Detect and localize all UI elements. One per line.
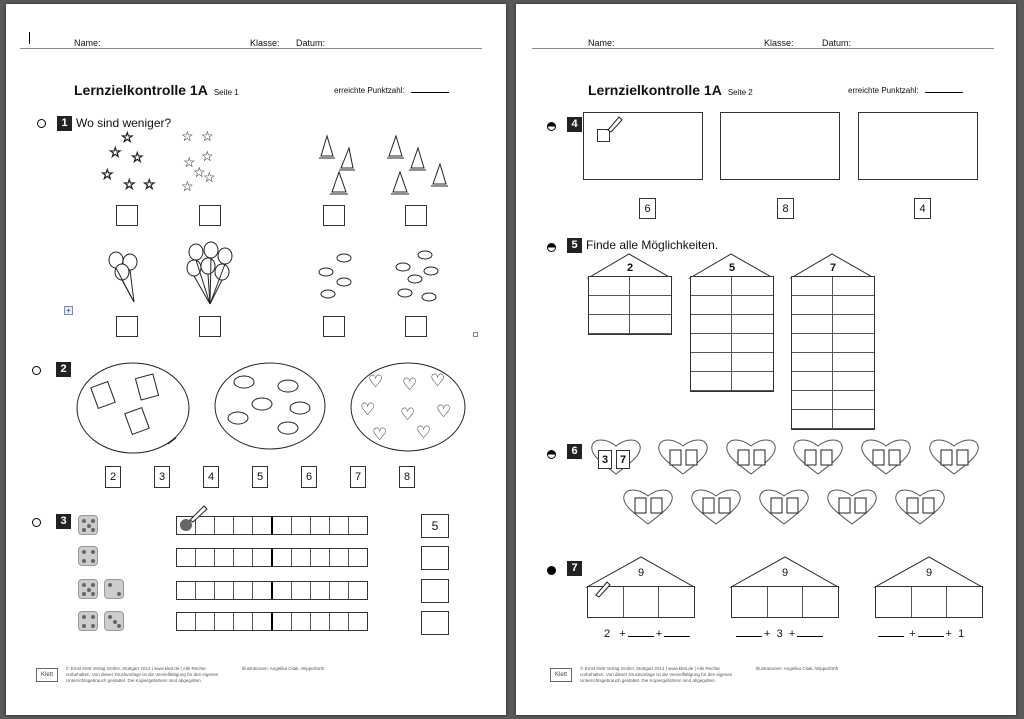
footer-copyright: © Ernst Klett Verlag GmbH, Stuttgart 2013 | www.klett.de | Alle Rechte vorbehalten. Von dieser Druckvorlage ist die Vervielfältigung für den eigenen Unterrichtsgebrauch gestattet. Die Kopiergebühren sind abgegolten. [580,666,733,683]
house-number: 5 [728,262,736,274]
worksheet-page-1 [6,4,506,715]
svg-text:☆: ☆ [181,128,194,144]
dice-three-icon [104,611,124,631]
task-1-answer-box[interactable] [323,316,345,337]
equation-3: + + 1 [876,628,964,640]
svg-text:☆: ☆ [181,178,194,194]
roof-number: 9 [637,567,645,579]
stars-group-small [101,127,161,197]
task-3-answer-box[interactable]: 5 [421,514,449,538]
pencil-icon [606,114,624,132]
fish-circle [214,362,326,450]
balloons-group-small [106,250,146,305]
name-label: Name: [588,38,615,48]
task-1-answer-box[interactable] [116,205,138,226]
svg-text:☆: ☆ [101,166,114,182]
house-number: 2 [626,262,634,274]
klett-logo: Klett [550,668,572,682]
svg-text:☆: ☆ [201,148,214,164]
svg-text:☆: ☆ [131,149,144,165]
svg-text:♡: ♡ [430,371,446,390]
task-3-answer-box[interactable] [421,611,449,635]
task-1-level-circle [37,119,46,128]
footer-copyright: © Ernst Klett Verlag GmbH, Stuttgart 2013 | www.klett.de | Alle Rechte vorbehalten. Von dieser Druckvorlage ist die Vervielfältigung für den eigenen Unterrichtsgebrauch gestattet. Die Kopiergebühren sind abgegolten. [66,666,219,683]
sailboats-group-large [386,134,451,199]
stars-group-large [181,127,241,197]
books-circle [76,362,194,454]
header-rule [20,48,482,49]
dice-four-icon [78,546,98,566]
name-label: Name: [74,38,101,48]
svg-text:♡: ♡ [402,375,418,394]
page-title: Lernzielkontrolle 1A Seite 2 [588,82,753,98]
dice-four-icon [78,611,98,631]
svg-text:♡: ♡ [372,425,388,444]
task-1-answer-box[interactable] [199,316,221,337]
task-2-number-box[interactable]: 2 [105,466,121,488]
heart-number-box: 7 [616,450,630,469]
svg-text:♡: ♡ [416,423,432,442]
hearts-circle [350,362,466,452]
task-5-level-circle [547,243,556,252]
task-1-answer-box[interactable] [116,316,138,337]
house-number: 7 [829,262,837,274]
task-2-number-box[interactable]: 5 [252,466,268,488]
task-2-number-box[interactable]: 8 [399,466,415,488]
birds-group-small [316,250,356,305]
task-4-draw-area[interactable] [858,112,978,180]
task-3-answer-box[interactable] [421,579,449,603]
task-5-number: 5 [567,238,582,253]
equation-2: + 3 + [734,628,825,640]
task-1-answer-box[interactable] [405,316,427,337]
task-2-number: 2 [56,362,71,377]
task-4-value-box: 8 [777,198,794,219]
page-title: Lernzielkontrolle 1A Seite 1 [74,82,239,98]
worksheet-page-2 [516,4,1016,715]
task-3-level-circle [32,518,41,527]
points-field: erreichte Punktzahl: [334,86,449,95]
task-1-question: Wo sind weniger? [76,116,172,130]
task-4-value-box: 4 [914,198,931,219]
equation-1: 2 + + [604,628,692,640]
task-2-number-box[interactable]: 6 [301,466,317,488]
text-cursor [29,32,30,44]
svg-text:☆: ☆ [123,176,136,192]
house-cells[interactable] [875,586,983,618]
svg-text:☆: ☆ [109,144,122,160]
task-7-number: 7 [567,561,582,576]
svg-text:☆: ☆ [121,129,134,145]
number-house-grid[interactable] [791,276,875,430]
pencil-icon [594,579,612,597]
sailboats-group-small [319,134,359,199]
task-3-number: 3 [56,514,71,529]
task-2-level-circle [32,366,41,375]
task-5-instruction: Finde alle Möglichkeiten. [586,238,719,252]
svg-text:☆: ☆ [203,169,216,185]
date-label: Datum: [296,38,326,48]
task-1-number: 1 [57,116,72,131]
ten-frame-strip[interactable] [176,548,368,567]
task-2-number-box[interactable]: 3 [154,466,170,488]
dice-five-icon [78,515,98,535]
svg-text:☆: ☆ [201,128,214,144]
task-4-number: 4 [567,117,582,132]
task-2-number-box[interactable]: 4 [203,466,219,488]
svg-text:♡: ♡ [360,400,376,419]
task-4-value-box: 6 [639,198,656,219]
split-hearts-row [588,436,998,536]
ten-frame-strip[interactable] [176,581,368,600]
task-6-number: 6 [567,444,582,459]
class-label: Klasse: [250,38,280,48]
object-select-icon[interactable]: + [64,306,73,315]
dice-two-icon [104,579,124,599]
task-1-answer-box[interactable] [323,205,345,226]
svg-text:♡: ♡ [368,372,384,391]
task-4-level-circle [547,122,556,131]
svg-text:☆: ☆ [193,164,206,180]
pencil-icon [188,502,208,522]
task-6-level-circle [547,450,556,459]
task-3-answer-box[interactable] [421,546,449,570]
points-field: erreichte Punktzahl: [848,86,963,95]
number-house-grid[interactable] [588,276,672,335]
svg-text:♡: ♡ [400,405,416,424]
footer-illustration: Illustrationen: Angelika Citak, Wipperfürth [242,666,325,671]
task-2-number-box[interactable]: 7 [350,466,366,488]
number-house-grid[interactable] [690,276,774,392]
svg-text:☆: ☆ [143,176,156,192]
birds-group-large [391,247,446,305]
task-4-draw-area[interactable] [583,112,703,180]
house-cells[interactable] [731,586,839,618]
klett-logo: Klett [36,668,58,682]
heart-number-box: 3 [598,450,612,469]
task-1-answer-box[interactable] [405,205,427,226]
svg-text:♡: ♡ [436,402,452,421]
resize-handle[interactable] [473,332,478,337]
svg-text:☆: ☆ [183,154,196,170]
roof-number: 9 [781,567,789,579]
balloons-group-large [186,242,236,307]
header-rule [532,48,994,49]
task-7-level-circle [547,566,556,575]
ten-frame-strip[interactable] [176,612,368,631]
dice-five-icon [78,579,98,599]
roof-number: 9 [925,567,933,579]
task-4-draw-area[interactable] [720,112,840,180]
class-label: Klasse: [764,38,794,48]
footer-illustration: Illustrationen: Angelika Citak, Wipperfürth [756,666,839,671]
date-label: Datum: [822,38,852,48]
task-1-answer-box[interactable] [199,205,221,226]
